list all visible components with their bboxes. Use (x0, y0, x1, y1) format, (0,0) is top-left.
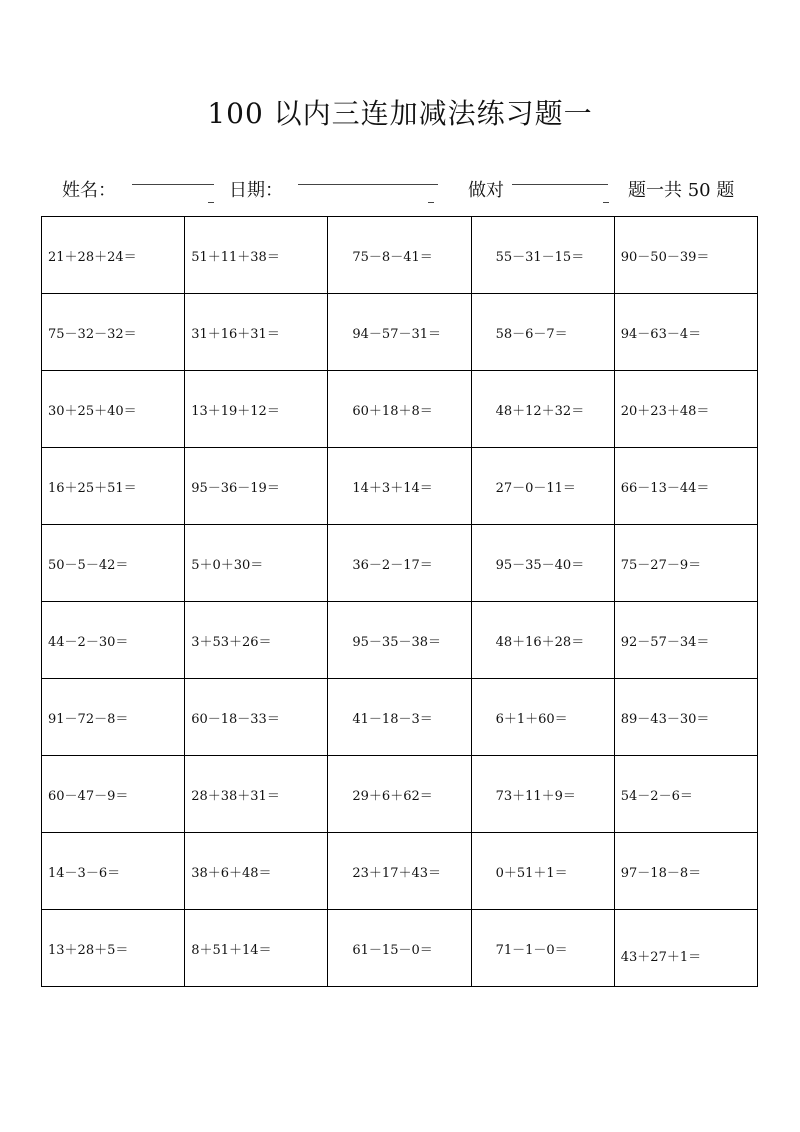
problem-cell[interactable] (42, 679, 185, 756)
problem-row (42, 217, 758, 294)
correct-blank-tick (603, 202, 609, 203)
problem-text: 50－5－42＝ (48, 557, 129, 573)
problem-cell[interactable] (614, 679, 757, 756)
problem-text: 8＋51＋14＝ (191, 942, 272, 958)
problem-text: 43＋27＋1＝ (620, 949, 702, 965)
problem-text: 75－32－32＝ (48, 326, 137, 342)
problem-cell[interactable] (614, 217, 757, 294)
name-blank[interactable] (132, 184, 214, 185)
total-label: 题一共 50 题 (628, 180, 735, 201)
problem-text: 23＋17＋43＝ (352, 865, 442, 881)
date-blank-tick (428, 202, 434, 203)
problem-cell[interactable] (42, 217, 185, 294)
problem-cell[interactable] (614, 371, 757, 448)
problem-row (42, 371, 758, 448)
problem-cell[interactable] (328, 910, 471, 987)
problem-row (42, 602, 758, 679)
problem-cell[interactable] (42, 910, 185, 987)
problem-cell[interactable] (185, 294, 328, 371)
problem-text: 14－3－6＝ (48, 865, 121, 881)
problem-cell[interactable] (471, 294, 614, 371)
problem-cell[interactable] (614, 910, 757, 987)
problem-text: 29＋6＋62＝ (352, 788, 433, 804)
problem-text: 75－8－41＝ (352, 249, 433, 265)
problem-row (42, 910, 758, 987)
problem-text: 31＋16＋31＝ (191, 326, 280, 342)
problem-cell[interactable] (614, 602, 757, 679)
problem-text: 5＋0＋30＝ (191, 557, 264, 573)
problem-cell[interactable] (471, 833, 614, 910)
problem-text: 54－2－6＝ (620, 788, 693, 804)
problem-cell[interactable] (42, 756, 185, 833)
problem-cell[interactable] (328, 448, 471, 525)
problem-row (42, 756, 758, 833)
problem-cell[interactable] (328, 371, 471, 448)
problem-cell[interactable] (614, 756, 757, 833)
problem-text: 75－27－9＝ (620, 557, 702, 573)
correct-count-blank[interactable] (512, 184, 608, 185)
problem-row (42, 525, 758, 602)
date-label: 日期： (229, 180, 283, 201)
problem-text: 51＋11＋38＝ (191, 249, 280, 265)
problem-cell[interactable] (328, 833, 471, 910)
problem-cell[interactable] (614, 448, 757, 525)
problem-text: 73＋11＋9＝ (495, 788, 576, 804)
problem-row (42, 448, 758, 525)
problem-cell[interactable] (614, 525, 757, 602)
problem-row (42, 294, 758, 371)
problem-cell[interactable] (328, 525, 471, 602)
problem-text: 92－57－34＝ (620, 634, 710, 650)
problem-cell[interactable] (328, 217, 471, 294)
problem-text: 41－18－3＝ (352, 711, 433, 727)
problem-cell[interactable] (471, 910, 614, 987)
problem-text: 95－35－38＝ (352, 634, 442, 650)
problem-grid (41, 216, 758, 987)
problem-cell[interactable] (185, 602, 328, 679)
problem-text: 97－18－8＝ (620, 865, 702, 881)
problem-text: 60＋18＋8＝ (352, 403, 433, 419)
name-blank-tick (208, 202, 214, 203)
problem-text: 48＋12＋32＝ (495, 403, 585, 419)
problem-cell[interactable] (471, 756, 614, 833)
problem-cell[interactable] (185, 910, 328, 987)
problem-cell[interactable] (614, 294, 757, 371)
problem-cell[interactable] (328, 294, 471, 371)
problem-cell[interactable] (185, 833, 328, 910)
problem-cell[interactable] (42, 371, 185, 448)
problem-cell[interactable] (185, 371, 328, 448)
problem-cell[interactable] (471, 371, 614, 448)
problem-cell[interactable] (42, 448, 185, 525)
problem-cell[interactable] (471, 602, 614, 679)
problem-cell[interactable] (471, 448, 614, 525)
problem-cell[interactable] (614, 833, 757, 910)
problem-text: 55－31－15＝ (495, 249, 585, 265)
problem-cell[interactable] (328, 679, 471, 756)
problem-cell[interactable] (471, 525, 614, 602)
problem-text: 60－47－9＝ (48, 788, 129, 804)
problem-text: 27－0－11＝ (495, 480, 576, 496)
problem-text: 36－2－17＝ (352, 557, 433, 573)
problem-text: 14＋3＋14＝ (352, 480, 433, 496)
problem-cell[interactable] (328, 602, 471, 679)
problem-text: 48＋16＋28＝ (495, 634, 585, 650)
problem-cell[interactable] (185, 525, 328, 602)
problem-cell[interactable] (42, 294, 185, 371)
problem-text: 91－72－8＝ (48, 711, 129, 727)
problem-text: 20＋23＋48＝ (620, 403, 710, 419)
problem-text: 16＋25＋51＝ (48, 480, 137, 496)
problem-text: 38＋6＋48＝ (191, 865, 272, 881)
problem-cell[interactable] (185, 679, 328, 756)
problem-cell[interactable] (42, 833, 185, 910)
problem-text: 90－50－39＝ (620, 249, 710, 265)
student-info-row (0, 172, 800, 202)
problem-text: 61－15－0＝ (352, 942, 433, 958)
date-blank[interactable] (298, 184, 438, 185)
problem-cell[interactable] (185, 756, 328, 833)
problem-text: 28＋38＋31＝ (191, 788, 280, 804)
problem-text: 6＋1＋60＝ (495, 711, 568, 727)
name-label: 姓名： (62, 180, 116, 201)
problem-text: 21＋28＋24＝ (48, 249, 137, 265)
problem-text: 94－63－4＝ (620, 326, 702, 342)
problem-cell[interactable] (185, 448, 328, 525)
problem-text: 94－57－31＝ (352, 326, 442, 342)
problem-text: 13＋19＋12＝ (191, 403, 280, 419)
problem-text: 58－6－7＝ (495, 326, 568, 342)
problem-row (42, 833, 758, 910)
problem-cell[interactable] (328, 756, 471, 833)
problem-text: 95－35－40＝ (495, 557, 585, 573)
problem-text: 30＋25＋40＝ (48, 403, 137, 419)
problem-cell[interactable] (42, 602, 185, 679)
problem-cell[interactable] (42, 525, 185, 602)
problem-text: 89－43－30＝ (620, 711, 710, 727)
problem-text: 66－13－44＝ (620, 480, 710, 496)
correct-label: 做对 (468, 180, 504, 201)
problem-text: 0＋51＋1＝ (495, 865, 568, 881)
problem-text: 3＋53＋26＝ (191, 634, 272, 650)
problem-text: 95－36－19＝ (191, 480, 280, 496)
problem-row (42, 679, 758, 756)
problem-text: 71－1－0＝ (495, 942, 568, 958)
problem-cell[interactable] (471, 217, 614, 294)
problem-text: 13＋28＋5＝ (48, 942, 129, 958)
page-title: 100 以内三连加减法练习题一 (207, 97, 593, 130)
problem-text: 60－18－33＝ (191, 711, 280, 727)
problem-cell[interactable] (185, 217, 328, 294)
problem-cell[interactable] (471, 679, 614, 756)
problem-text: 44－2－30＝ (48, 634, 129, 650)
